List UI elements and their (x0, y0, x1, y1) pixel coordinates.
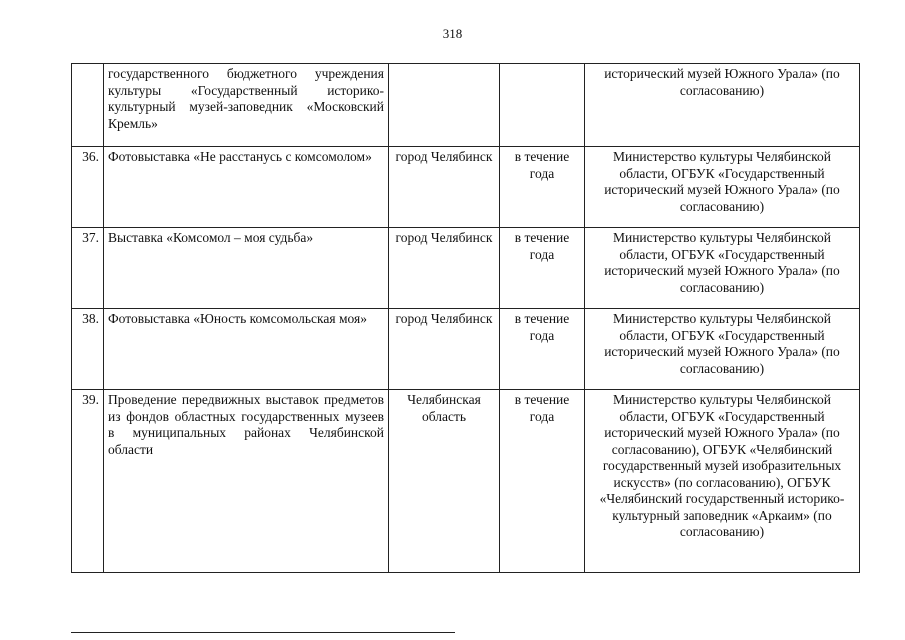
term-cell: в течение года (500, 309, 585, 390)
place-cell (389, 64, 500, 147)
footnote-rule (71, 632, 455, 633)
term-cell: в течение года (500, 147, 585, 228)
term-cell: в течение года (500, 390, 585, 573)
event-cell: Фотовыставка «Юность комсомольская моя» (104, 309, 389, 390)
table-row (72, 309, 860, 390)
term-cell (500, 64, 585, 147)
responsible-cell: Министерство культуры Челябинской области, ОГБУК «Государственный исторический музей Южного Урала» (по согласованию) (585, 228, 860, 309)
event-cell: Выставка «Комсомол – моя судьба» (104, 228, 389, 309)
event-cell: государственного бюджетного учреждения культуры «Государственный историко-культурный музей-заповедник «Московский Кремль» (104, 64, 389, 147)
row-number-cell: 36. (72, 147, 104, 228)
table-row (72, 147, 860, 228)
table-row (72, 390, 860, 573)
row-number-cell: 38. (72, 309, 104, 390)
place-cell: Челябинская область (389, 390, 500, 573)
events-table (71, 63, 860, 573)
term-cell: в течение года (500, 228, 585, 309)
responsible-cell: Министерство культуры Челябинской области, ОГБУК «Государственный исторический музей Южного Урала» (по согласованию) (585, 309, 860, 390)
event-cell: Проведение передвижных выставок предметов из фондов областных государственных музеев в муниципальных районах Челябинской области (104, 390, 389, 573)
table-row (72, 228, 860, 309)
row-number-cell (72, 64, 104, 147)
responsible-cell: Министерство культуры Челябинской области, ОГБУК «Государственный исторический музей Южного Урала» (по согласованию), ОГБУК «Челябинский государственный музей изобразительных искусств» (по согласованию), ОГБУК «Челябинский государственный историко-культурный заповедник «Аркаим» (по согласованию) (585, 390, 860, 573)
responsible-cell: Министерство культуры Челябинской области, ОГБУК «Государственный исторический музей Южного Урала» (по согласованию) (585, 147, 860, 228)
place-cell: город Челябинск (389, 309, 500, 390)
responsible-cell: исторический музей Южного Урала» (по согласованию) (585, 64, 860, 147)
place-cell: город Челябинск (389, 228, 500, 309)
place-cell: город Челябинск (389, 147, 500, 228)
row-number-cell: 39. (72, 390, 104, 573)
page-number: 318 (442, 26, 463, 41)
row-number-cell: 37. (72, 228, 104, 309)
table-row (72, 64, 860, 147)
event-cell: Фотовыставка «Не расстанусь с комсомолом» (104, 147, 389, 228)
